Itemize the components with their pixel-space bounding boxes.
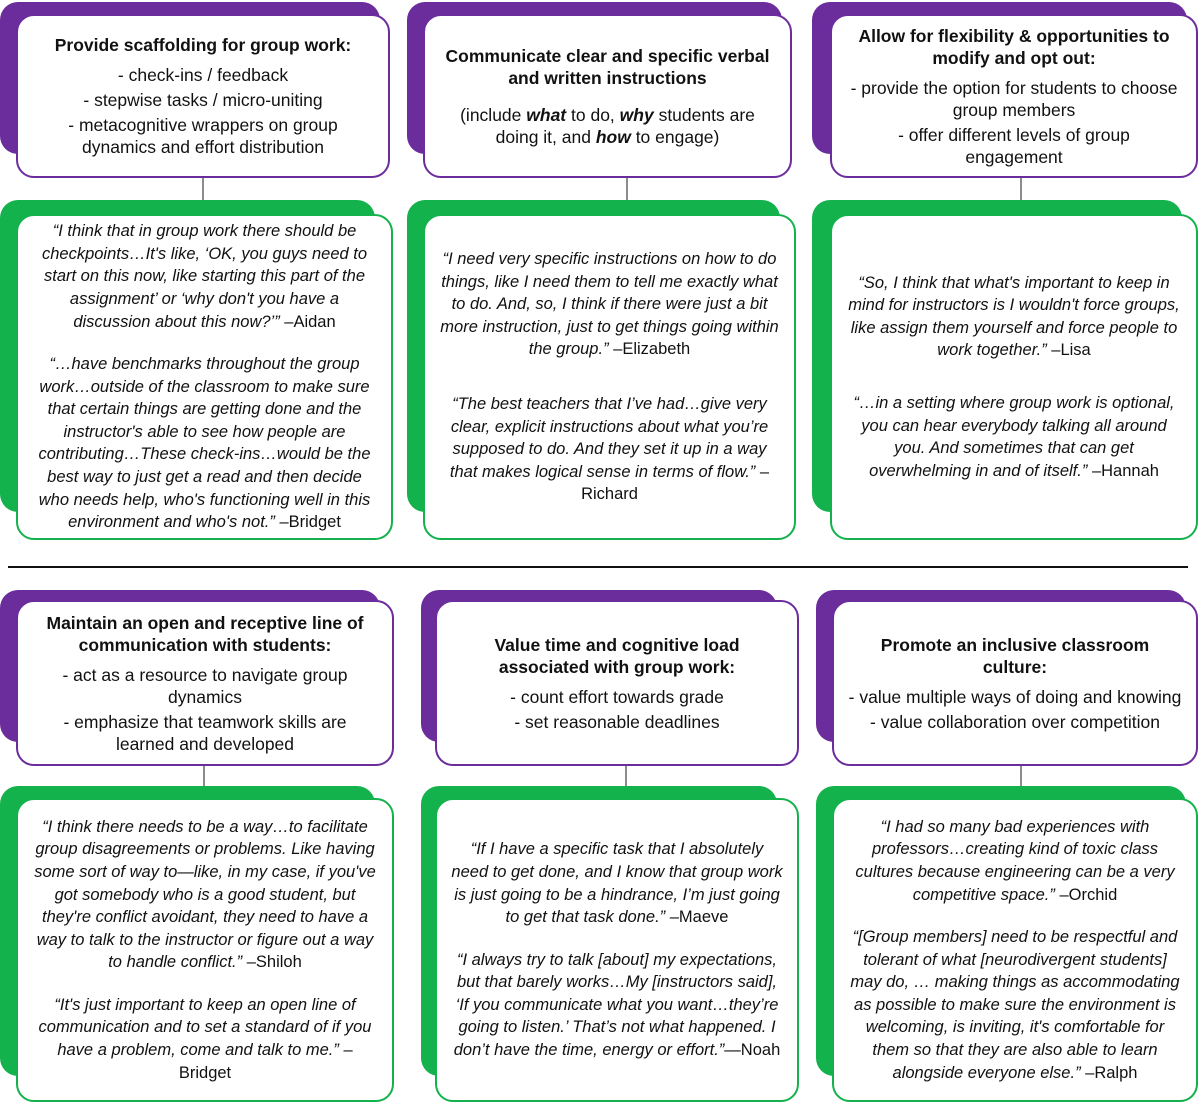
note-emphasis: why <box>619 104 654 125</box>
student-quote <box>32 816 378 974</box>
card-body <box>830 14 1198 178</box>
strategy-card-scaffolding <box>0 0 395 182</box>
card-body <box>16 214 393 540</box>
strategy-heading: Value time and cognitive load associated with group work: <box>494 634 740 677</box>
quote-card-instructions <box>407 200 800 544</box>
strategy-heading: Allow for flexibility & opportunities to modify and opt out: <box>858 25 1170 68</box>
quote-text: “If I have a specific task that I absolutely need to get done, and I know that group work is just going to be a hindrance, I’m just going to get that task done.” <box>451 840 783 927</box>
card-body <box>16 798 394 1102</box>
quote-card-cognitive-load <box>421 786 801 1104</box>
quote-text: “I think there needs to be a way…to facilitate group disagreements or problems. Like having some sort of way to—like, in my case, if you've got somebody who is a good student, but they're conflict avoidant, they need to have a way to talk to the instructor or figure out a way to handle conflict.” <box>34 817 376 972</box>
quote-text: “So, I think that what's important to keep in mind for instructors is I wouldn't force groups, like assign them yourself and force people to work together.” <box>848 273 1180 360</box>
quote-attribution: –Lisa <box>1046 341 1091 360</box>
quote-attribution: –Bridget <box>178 1041 353 1082</box>
strategy-item: - provide the option for students to choose group members <box>850 77 1178 120</box>
card-body <box>423 214 796 540</box>
strategy-item: - check-ins / feedback <box>117 65 289 85</box>
quote-attribution: –Richard <box>581 462 770 504</box>
quote-attribution: –Orchid <box>1054 885 1118 904</box>
quote-attribution: –Elizabeth <box>608 340 691 359</box>
student-quote <box>846 926 1184 1084</box>
student-quote <box>32 994 378 1084</box>
strategy-item: - value multiple ways of doing and knowing <box>848 686 1182 707</box>
quote-text: “…in a setting where group work is optional, you can hear everybody talking all around you. And sometimes that can get overwhelming in and of itself.” <box>853 394 1175 480</box>
student-quote <box>844 392 1184 482</box>
quote-card-flexibility <box>812 200 1200 544</box>
note-text: to engage) <box>630 126 720 147</box>
quote-text: “The best teachers that I’ve had…give very clear, explicit instructions about what you’re supposed to do. And they set it up in a way that makes logical sense in terms of flow.” <box>449 395 769 481</box>
strategy-card-flexibility <box>812 0 1200 182</box>
quote-card-scaffolding <box>0 200 395 544</box>
quote-text: “[Group members] need to be respectful and tolerant of what [neurodivergent students] may do, … making things as accommodating as possible to make sure the environment is welcoming, is inviting, it's comfortable for them so that they are also able to learn alongside everyone else.” <box>850 928 1180 1082</box>
strategy-item: - value collaboration over competition <box>870 711 1160 732</box>
strategy-item: - offer different levels of group engagement <box>898 124 1130 167</box>
card-body <box>435 798 799 1102</box>
student-quote <box>451 949 783 1062</box>
strategy-card-cognitive-load <box>421 588 801 770</box>
student-quote <box>32 353 377 534</box>
strategy-heading: Communicate clear and specific verbal and written instructions <box>445 45 770 88</box>
strategy-item: - set reasonable deadlines <box>514 711 720 732</box>
quote-attribution: –Aidan <box>279 312 336 331</box>
note-text: to do, <box>566 104 620 125</box>
quote-card-inclusive-culture <box>816 786 1200 1104</box>
card-body <box>435 600 799 766</box>
note-text: (include <box>460 104 527 125</box>
strategy-heading: Maintain an open and receptive line of communication with students: <box>46 612 364 655</box>
quote-text: “…have benchmarks throughout the group work…outside of the classroom to make sure that certain things are getting done and the instructor's able to see how people are contributing…These check-ins…would be the best way to just get a read and then decide who needs help, who's functioning well in this environment and who's not.” <box>38 355 371 532</box>
strategy-heading: Promote an inclusive classroom culture: <box>880 634 1150 677</box>
note-emphasis: how <box>595 126 631 147</box>
strategy-card-instructions <box>407 0 797 182</box>
note-text: students are doing it, and <box>495 104 755 147</box>
quote-attribution: –Ralph <box>1080 1063 1138 1082</box>
card-body <box>423 14 792 178</box>
card-body <box>832 600 1198 766</box>
quote-attribution: –Hannah <box>1087 461 1159 480</box>
card-body <box>16 14 390 178</box>
strategy-item: - act as a resource to navigate group dynamics <box>62 664 348 707</box>
section-divider <box>8 566 1188 568</box>
quote-text: “I need very specific instructions on how to do things, like I need them to tell me exactly what to do. And, so, I think if there were just a bit more instruction, just to get things going within the group.” <box>440 250 779 359</box>
student-quote <box>32 220 377 333</box>
student-quote <box>846 816 1184 906</box>
student-quote <box>439 248 780 361</box>
card-body <box>830 214 1198 540</box>
quote-attribution: –Bridget <box>274 513 341 532</box>
quote-attribution: –Shiloh <box>242 953 302 972</box>
quote-text: “I always try to talk [about] my expectations, but that barely works…My [instructors said], ‘If you communicate what you want…they’re going to listen.’ That’s not what happened. I don’t have the time, energy or effort.” <box>453 950 779 1060</box>
strategy-heading: Provide scaffolding for group work: <box>54 35 352 55</box>
student-quote <box>844 272 1184 362</box>
card-body <box>16 600 394 766</box>
note-emphasis: what <box>526 104 567 125</box>
strategy-item: - stepwise tasks / micro-uniting <box>83 90 323 110</box>
quote-text: “It's just important to keep an open line of communication and to set a standard of if you have a problem, come and talk to me.” <box>38 995 372 1060</box>
strategy-card-inclusive-culture <box>816 588 1200 770</box>
strategy-item: - metacognitive wrappers on group dynamics and effort distribution <box>68 115 338 157</box>
student-quote <box>451 838 783 928</box>
student-quote <box>439 393 780 506</box>
quote-attribution: —Noah <box>724 1041 781 1060</box>
quote-attribution: –Maeve <box>665 908 729 927</box>
card-body <box>832 798 1198 1102</box>
quote-text: “I had so many bad experiences with professors…creating kind of toxic class cultures because engineering can be a very competitive space.” <box>855 817 1175 904</box>
strategy-card-communication <box>0 588 395 770</box>
quote-card-communication <box>0 786 395 1104</box>
strategy-item: - count effort towards grade <box>510 686 724 707</box>
strategy-note <box>443 104 772 148</box>
quote-text: “I think that in group work there should be checkpoints…It's like, ‘OK, you guys need to start on this now, like starting this part of the assignment’ or ‘why don't you have a discussion about this now?’” <box>41 222 368 331</box>
strategy-item: - emphasize that teamwork skills are learned and developed <box>63 711 347 754</box>
